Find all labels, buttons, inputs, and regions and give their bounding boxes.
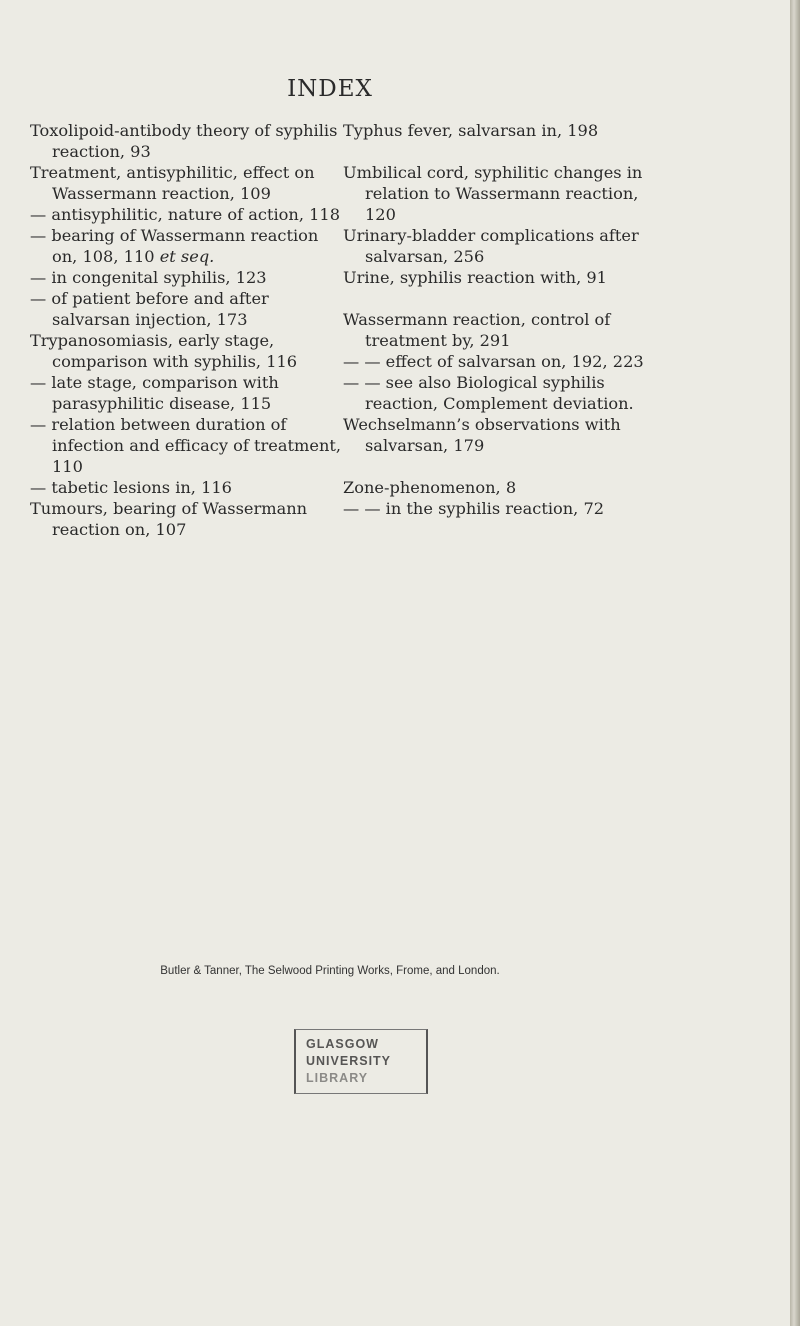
index-entry: — — see also Biological syphilis reaction, Complement deviation. [343, 373, 634, 413]
index-entry: Umbilical cord, syphilitic changes in relation to Wassermann reaction, 120 [343, 163, 643, 224]
index-entry: Typhus fever, salvarsan in, 198 [343, 121, 599, 140]
index-entry: Wassermann reaction, control of treatment by, 291 [343, 310, 611, 350]
index-column-right [343, 120, 663, 519]
index-column-left [30, 120, 343, 540]
index-entry: — — in the syphilis reaction, 72 [343, 499, 605, 518]
index-entry: Urinary-bladder complications after salvarsan, 256 [343, 226, 639, 266]
index-entry: Wechselmann’s observations with salvarsan, 179 [343, 415, 621, 455]
stamp-line-1: GLASGOW [306, 1037, 379, 1051]
index-entry: — antisyphilitic, nature of action, 118 [30, 205, 341, 224]
italic-et-seq: et seq. [159, 247, 215, 266]
index-entry: Tumours, bearing of Wassermann reaction on, 107 [30, 499, 308, 539]
section-gap [343, 288, 663, 309]
index-entry: — bearing of Wassermann reaction on, 108, 110 et seq. [30, 226, 319, 266]
page-title: INDEX [287, 76, 373, 102]
index-entry: — — effect of salvarsan on, 192, 223 [343, 352, 644, 371]
printer-imprint: Butler & Tanner, The Selwood Printing Works, Frome, and London. [160, 965, 500, 977]
index-entry: — tabetic lesions in, 116 [30, 478, 232, 497]
library-stamp [294, 1029, 428, 1094]
index-entry: — late stage, comparison with parasyphilitic disease, 115 [30, 373, 279, 413]
section-gap [343, 456, 663, 477]
index-entry: — relation between duration of infection and efficacy of treatment, 110 [30, 415, 342, 476]
stamp-line-3: LIBRARY [306, 1071, 369, 1085]
index-entry: Toxolipoid-antibody theory of syphilis reaction, 93 [30, 121, 338, 161]
index-entry: — of patient before and after salvarsan injection, 173 [30, 289, 269, 329]
index-entry: Treatment, antisyphilitic, effect on Wassermann reaction, 109 [30, 163, 315, 203]
stamp-line-2: UNIVERSITY [306, 1054, 392, 1068]
index-entry: Zone-phenomenon, 8 [343, 478, 517, 497]
index-entry: — in congenital syphilis, 123 [30, 268, 267, 287]
index-entry: Trypanosomiasis, early stage, comparison with syphilis, 116 [30, 331, 298, 371]
page-edge [790, 0, 800, 1326]
index-entry: Urine, syphilis reaction with, 91 [343, 268, 607, 287]
section-gap [343, 141, 663, 162]
